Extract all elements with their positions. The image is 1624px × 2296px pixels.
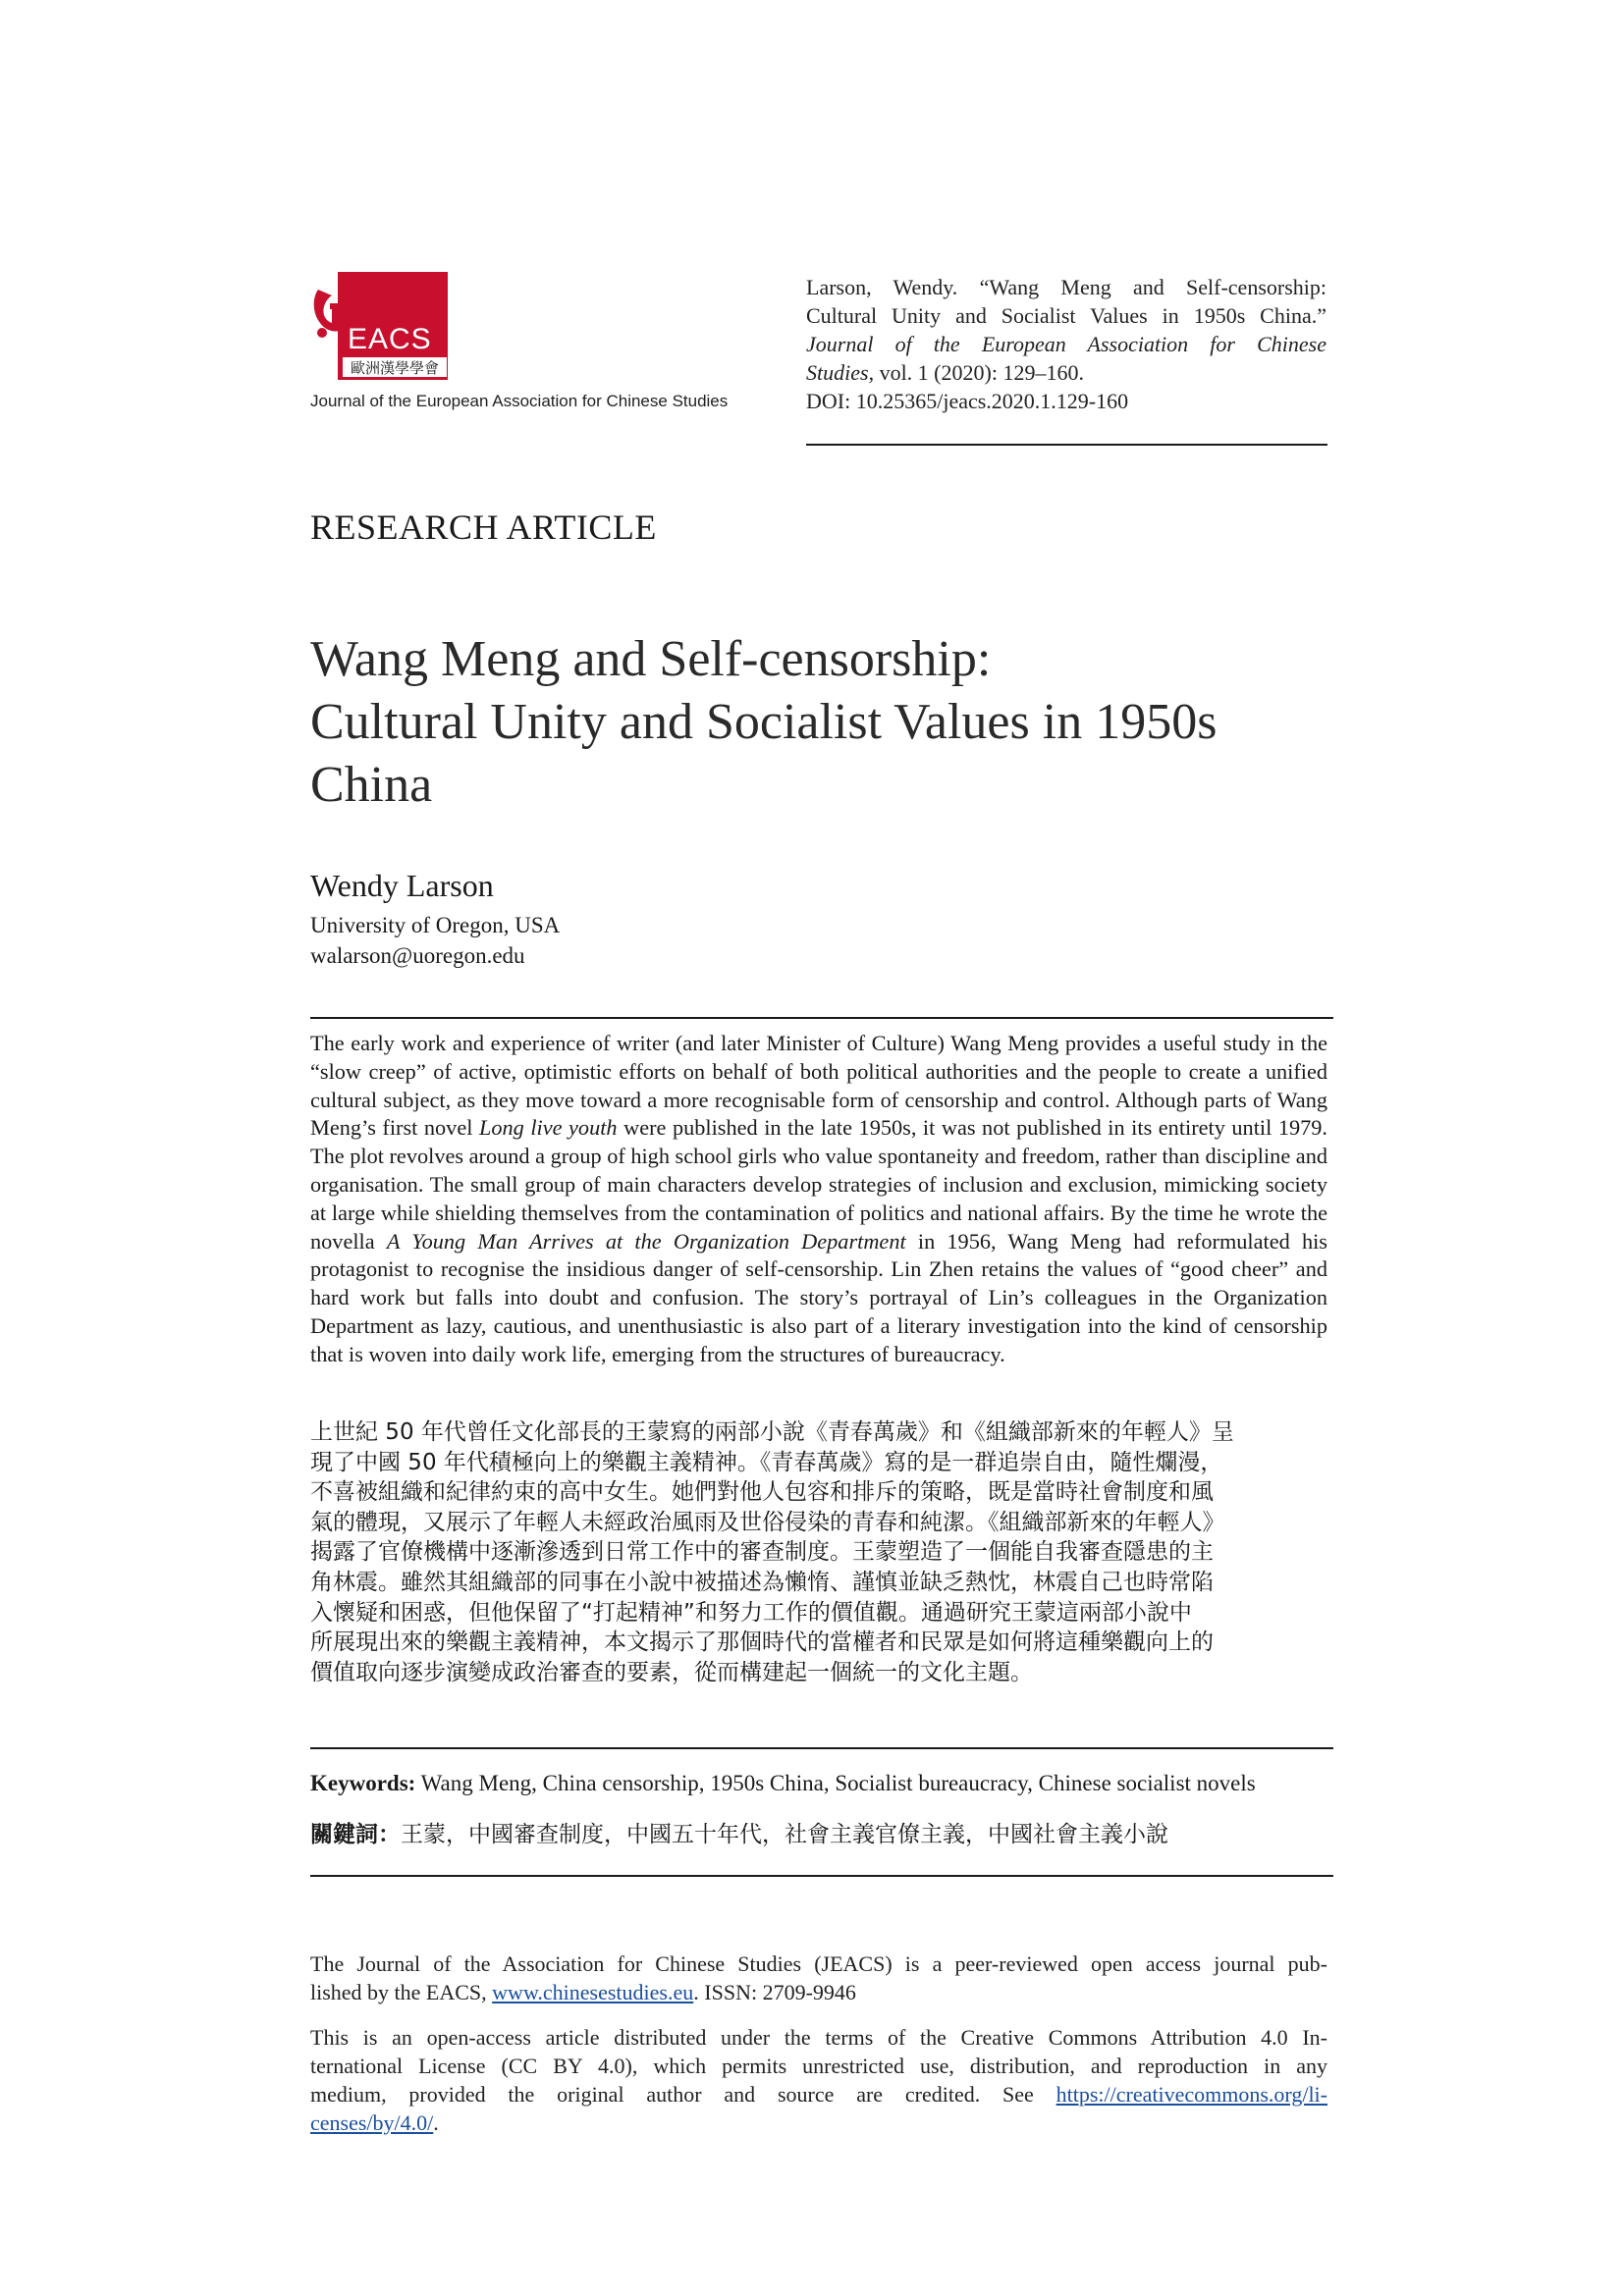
citation-journal: Studies [806,360,869,385]
title-line: Wang Meng and Self-censorship: [310,631,992,687]
abstract-text: were published in the late 1950s, it was not published in its entirety until 1979. The plot revolves around a group of high school girls who value spontaneity and freedom, rather than discipline and organisation. The small group of main characters develop strategies of inclusion and exclusion, mimicking society at large while shielding themselves from the contamination of politics and national affairs. By the time he wrote the novella [310,1115,1327,1254]
footer-text: . [433,2110,439,2135]
citation-journal: Journal of the European Association for Chinese [806,332,1326,356]
citation-block [806,273,1326,415]
author-name: Wendy Larson [310,868,494,903]
keywords-zh-text: 王蒙，中國審查制度，中國五十年代，社會主義官僚主義，中國社會主義小說 [401,1822,1168,1847]
journal-info [310,1949,1327,2006]
novel-title: Long live youth [478,1115,618,1141]
abstract-zh-line: 揭露了官僚機構中逐漸滲透到日常工作中的審查制度。王蒙塑造了一個能自我審查隱患的主 [310,1539,1214,1566]
abstract-zh-line: 價值取向逐步演變成政治審查的要素，從而構建起一個統一的文化主題。 [310,1659,1033,1685]
abstract-text: The early work and experience of writer (and later Minister of Culture) Wang Meng provides a useful study in the “slow creep” of active, optimistic efforts on behalf of both political authorities and the people to create a unified cultural subject, as they move toward a more recognisable form of censorship and control. Although parts of Wang Meng’s first novel [310,1031,1327,1141]
citation-line: Larson, Wendy. “Wang Meng and Self-censorship: [806,275,1326,299]
eacs-logo [310,272,448,380]
abstract-zh-line: 現了中國 50 年代積極向上的樂觀主義精神。《青春萬歲》寫的是一群追崇自由，隨性爛漫， [310,1449,1223,1475]
citation-volume: , vol. 1 (2020): 129–160. [868,360,1084,385]
article-title [310,628,1331,817]
abstract-zh-line: 不喜被組織和紀律約束的高中女生。她們對他人包容和排斥的策略，既是當時社會制度和風 [310,1479,1214,1506]
abstract-zh-line: 氣的體現，又展示了年輕人未經政治風雨及世俗侵染的青春和純潔。《組織部新來的年輕人》 [310,1509,1225,1535]
eacs-website-link[interactable]: www.chinesestudies.eu [492,1980,694,2004]
logo-chinese-name: 歐洲漢學學會 [342,356,448,378]
footer-line: The Journal of the Association for Chinese Studies (JEACS) is a peer-reviewed open access journal pub- [310,1951,1327,1976]
section-label: RESEARCH ARTICLE [310,507,657,547]
footer-line: This is an open-access article distributed under the terms of the Creative Commons Attribution 4.0 In- [310,2025,1327,2050]
footer-line [310,2080,1327,2109]
title-line: Cultural Unity and Socialist Values in 1950s [310,694,1218,750]
keywords-zh-label: 關鍵詞： [310,1822,401,1847]
footer-line: ternational License (CC BY 4.0), which permits unrestricted use, distribution, and reproduction in any [310,2054,1327,2078]
keywords-top-rule [310,1747,1333,1749]
journal-name: Journal of the European Association for Chinese Studies [310,392,729,410]
abstract-zh-line: 所展現出來的樂觀主義精神，本文揭示了那個時代的當權者和民眾是如何將這種樂觀向上的 [310,1629,1214,1656]
footer-text: medium, provided the original author and source are credited. See [310,2082,1056,2107]
footer-text: lished by the EACS, [310,1980,493,2004]
license-info [310,2023,1327,2137]
footer-line [310,1978,1327,2006]
author-affiliation: University of Oregon, USA [310,913,561,937]
abstract-zh-line: 上世紀 50 年代曾任文化部長的王蒙寫的兩部小說《青春萬歲》和《組織部新來的年輕人》呈 [310,1419,1234,1445]
license-link[interactable]: https://creativecommons.org/li- [1056,2082,1327,2107]
footer-line [310,2109,1327,2137]
abstract-text: in 1956, Wang Meng had reformulated his protagonist to recognise the insidious danger of self-censorship. Lin Zhen retains the values of “good cheer” and hard work but falls into doubt and confusion. The story’s portrayal of Lin’s colleagues in the Organization Department as lazy, cautious, and unenthusiastic is also part of a literary investigation into the kind of censorship that is woven into daily work life, emerging from the structures of bureaucracy. [310,1228,1327,1366]
footer-text: . ISSN: 2709-9946 [693,1980,856,2004]
logo-letters: EACS [348,323,432,355]
abstract-zh-line: 入懷疑和困惑，但他保留了“打起精神”和努力工作的價值觀。通過研究王蒙這兩部小說中 [310,1599,1192,1626]
keywords-bottom-rule [310,1875,1333,1877]
header-rule [806,444,1327,446]
author-email: walarson@uoregon.edu [310,943,525,968]
abstract-top-rule [310,1017,1333,1019]
citation-line [806,358,1326,387]
keywords-label: Keywords: [310,1771,416,1795]
novel-title: A Young Man Arrives at the Organization Department [386,1228,906,1254]
keywords-english [310,1771,1256,1796]
keywords-text: Wang Meng, China censorship, 1950s China, Socialist bureaucracy, Chinese socialist novels [415,1771,1256,1795]
citation-doi: DOI: 10.25365/jeacs.2020.1.129-160 [806,389,1129,413]
citation-line: Cultural Unity and Socialist Values in 1950s China.” [806,303,1326,328]
title-line: China [310,757,433,813]
abstract-zh-line: 角林震。雖然其組織部的同事在小說中被描述為懶惰、謹慎並缺乏熱忱，林震自己也時常陷 [310,1569,1214,1595]
keywords-chinese [310,1816,1168,1848]
abstract-english [310,1030,1327,1369]
abstract-chinese [310,1417,1341,1687]
license-link-continued[interactable]: censes/by/4.0/ [310,2110,434,2135]
